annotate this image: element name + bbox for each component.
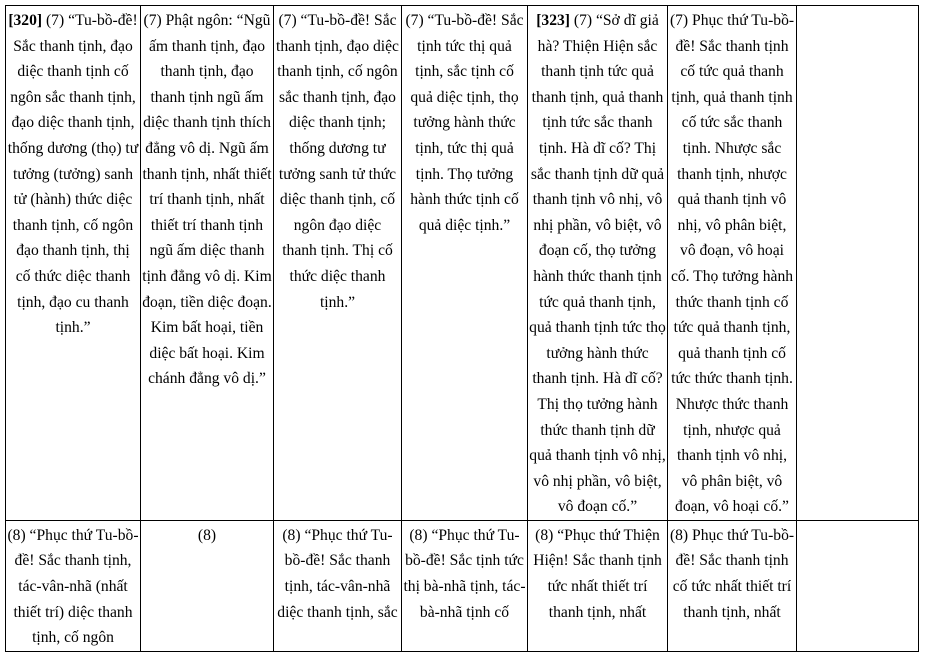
table-cell	[274, 6, 402, 521]
cell-text: (8) “Phục thứ Thiện Hiện! Sắc thanh tịnh tức nhất thiết trí thanh tịnh, nhất	[533, 526, 662, 621]
table-cell	[528, 520, 668, 651]
table-cell	[6, 6, 141, 521]
table-cell-empty	[797, 6, 919, 521]
table-cell	[274, 520, 402, 651]
table-cell	[141, 6, 274, 521]
table-row	[6, 520, 919, 651]
cell-text: (7) “Tu-bồ-đề! Sắc tịnh tức thị quả tịnh, sắc tịnh cố quả diệc tịnh, thọ tưởng hành thức tịnh, tức thị quả tịnh. Thọ tưởng hành thức tịnh cố quả diệc tịnh.”	[405, 12, 524, 234]
table-cell	[402, 520, 528, 651]
cell-text: (7) “Tu-bồ-đề! Sắc thanh tịnh, đạo diệc thanh tịnh cố ngôn sắc thanh tịnh, đạo diệc thanh tịnh, thống dương (thọ) tư tưởng (tưởng) sanh tử (hành) thức diệc thanh tịnh, cố ngôn đạo thanh tịnh, thị cố thức diệc thanh tịnh, đạo cu thanh tịnh.”	[7, 12, 139, 337]
cell-text: (7) Phật ngôn: “Ngũ ấm thanh tịnh, đạo thanh tịnh, đạo thanh tịnh ngũ ấm diệc thanh tịnh thích đẳng vô dị. Ngũ ấm thanh tịnh, nhất thiết trí thanh tịnh, nhất thiết trí thanh tịnh ngũ ấm diệc thanh tịnh đẳng vô dị. Kim đoạn, tiền diệc đoạn. Kim bất hoại, tiền diệc bất hoại. Kim chánh đẳng vô dị.”	[142, 12, 272, 388]
table-cell	[402, 6, 528, 521]
cell-text: (8) “Phục thứ Tu-bồ-đề! Sắc thanh tịnh, tác-vân-nhã diệc thanh tịnh, sắc	[277, 526, 398, 621]
table-cell	[668, 520, 797, 651]
cell-text: (8)	[197, 526, 217, 544]
table-cell	[528, 6, 668, 521]
cell-text: (8) “Phục thứ Tu-bồ-đề! Sắc tịnh tức thị bà-nhã tịnh, tác-bà-nhã tịnh cố	[403, 526, 526, 621]
table-cell	[668, 6, 797, 521]
cell-text: (7) “Tu-bồ-đề! Sắc thanh tịnh, đạo diệc thanh tịnh, cố ngôn sắc thanh tịnh, đạo diệc thanh tịnh; thống dương tư tưởng sanh tử thức diệc thanh tịnh, cố ngôn đạo diệc thanh tịnh. Thị cố thức diệc thanh tịnh.”	[276, 12, 399, 311]
table-cell-empty	[797, 520, 919, 651]
table-cell	[141, 520, 274, 651]
table-row	[6, 6, 919, 521]
cell-text: (7) “Sở dĩ giả hà? Thiện Hiện sắc thanh tịnh tức quả thanh tịnh, quả thanh tịnh tức sắc thanh tịnh. Hà dĩ cố? Thị sắc thanh tịnh dữ quả thanh tịnh vô nhị, vô nhị phần, vô biệt, vô đoạn cố, thọ tưởng hành thức thanh tịnh tức quả thanh tịnh, quả thanh tịnh tức thọ tưởng hành thức thanh tịnh. Hà dĩ cố? Thị thọ tưởng hành thức thanh tịnh dữ quả thanh tịnh vô nhị, vô nhị phần, vô biệt, vô đoạn cố.”	[529, 12, 666, 516]
cell-text: (8) “Phục thứ Tu-bồ-đề! Sắc thanh tịnh, tác-vân-nhã (nhất thiết trí) diệc thanh tịnh, cố ngôn	[7, 526, 139, 647]
table-cell	[6, 520, 141, 651]
reference-number: [323]	[536, 12, 570, 29]
comparison-table	[5, 5, 919, 652]
cell-text: (7) Phục thứ Tu-bồ-đề! Sắc thanh tịnh cố tức quả thanh tịnh, quả thanh tịnh cố tức sắc thanh tịnh. Nhược sắc thanh tịnh, nhược quả thanh tịnh vô nhị, vô phân biệt, vô đoạn, vô hoại cố. Thọ tưởng hành thức thanh tịnh cố tức quả thanh tịnh, quả thanh tịnh cố tức thức thanh tịnh. Nhược thức thanh tịnh, nhược quả thanh tịnh vô nhị, vô phân biệt, vô đoạn, vô hoại cố.”	[669, 12, 795, 516]
cell-text: (8) Phục thứ Tu-bồ-đề! Sắc thanh tịnh cố tức nhất thiết trí thanh tịnh, nhất	[669, 526, 795, 621]
reference-number: [320]	[8, 12, 43, 29]
